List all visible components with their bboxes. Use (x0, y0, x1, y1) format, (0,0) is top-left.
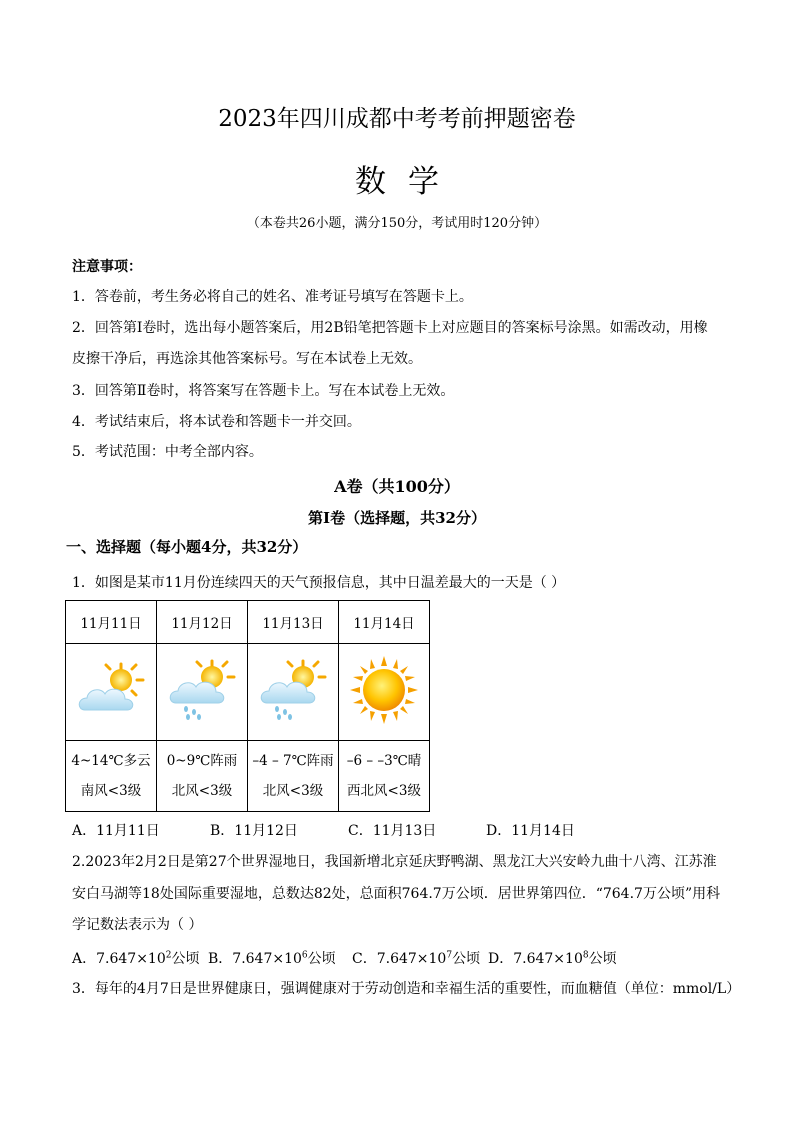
cloud-rain-icon (257, 659, 329, 721)
section-heading: 一、选择题（每小题4分，共32分） (66, 538, 308, 556)
option-unit: 公顷 (171, 951, 200, 967)
question-1-option-a[interactable]: A．11月11日 (72, 823, 160, 839)
weather-icon-cell (339, 644, 430, 741)
weather-temp: 4~14℃多云 (71, 753, 151, 769)
notice-item: 皮擦干净后，再选涂其他答案标号。写在本试卷上无效。 (72, 351, 422, 367)
weather-date: 11月11日 (66, 601, 157, 644)
option-unit: 公顷 (307, 951, 336, 967)
weather-info-cell (66, 741, 157, 812)
notice-item: 3．回答第Ⅱ卷时，将答案写在答题卡上。写在本试卷上无效。 (72, 383, 455, 399)
option-unit: 公顷 (588, 951, 617, 967)
subject-title: 数学 (355, 164, 461, 200)
option-unit: 公顷 (452, 951, 481, 967)
question-1-option-c[interactable]: C．11月13日 (348, 823, 437, 839)
part-one-heading: 第Ⅰ卷（选择题，共32分） (308, 509, 486, 527)
weather-icon-cell (157, 644, 248, 741)
option-exponent: 7 (446, 950, 453, 961)
option-exponent: 8 (582, 950, 589, 961)
weather-table (65, 600, 430, 812)
weather-date: 11月14日 (339, 601, 430, 644)
sun-icon (349, 655, 419, 725)
question-2-text: 学记数法表示为（ ） (72, 917, 203, 933)
weather-wind: 北风<3级 (171, 783, 233, 799)
weather-icon-cell (248, 644, 339, 741)
notice-item: 2．回答第Ⅰ卷时，选出每小题答案后，用2B铅笔把答题卡上对应题目的答案标号涂黑。如需改动，用橡 (72, 320, 708, 336)
question-2-option-a[interactable] (72, 948, 199, 968)
partly-cloudy-icon (75, 662, 147, 718)
exam-title: 2023年四川成都中考考前押题密卷 (218, 106, 576, 132)
notice-heading: 注意事项： (72, 259, 142, 275)
exam-note: （本卷共26小题，满分150分，考试用时120分钟） (246, 216, 548, 231)
question-1-stem: 1．如图是某市11月份连续四天的天气预报信息，其中日温差最大的一天是（ ） (72, 575, 566, 591)
weather-wind: 西北风<3级 (347, 783, 421, 799)
weather-date: 11月13日 (248, 601, 339, 644)
weather-temp: –6 – –3℃晴 (346, 753, 422, 769)
option-exponent: 2 (165, 950, 172, 961)
option-label: C．7.647×10 (352, 951, 447, 967)
question-2-text: 安白马湖等18处国际重要湿地，总数达82处，总面积764.7万公顷．居世界第四位．“764.7万公顷”用科 (72, 886, 721, 902)
weather-info-cell (248, 741, 339, 812)
option-label: D．7.647×10 (488, 951, 583, 967)
notice-item: 5．考试范围：中考全部内容。 (72, 444, 263, 460)
weather-info-cell (157, 741, 248, 812)
option-label: A．7.647×10 (72, 951, 166, 967)
weather-icon-cell (66, 644, 157, 741)
cloud-rain-icon (166, 659, 238, 721)
weather-wind: 南风<3级 (80, 783, 142, 799)
question-2-option-c[interactable] (352, 948, 480, 968)
notice-item: 4．考试结束后，将本试卷和答题卡一并交回。 (72, 414, 361, 430)
weather-wind: 北风<3级 (262, 783, 324, 799)
question-1-option-d[interactable]: D．11月14日 (486, 823, 575, 839)
notice-item: 1．答卷前，考生务必将自己的姓名、准考证号填写在答题卡上。 (72, 289, 473, 305)
question-2-option-b[interactable] (208, 948, 336, 968)
option-label: B．7.647×10 (208, 951, 302, 967)
weather-date: 11月12日 (157, 601, 248, 644)
option-exponent: 6 (301, 950, 308, 961)
weather-info-cell (339, 741, 430, 812)
question-3-stem: 3．每年的4月7日是世界健康日，强调健康对于劳动创造和幸福生活的重要性，而血糖值（单位：mmol/L） (72, 981, 741, 997)
weather-temp: 0~9℃阵雨 (166, 753, 238, 769)
volume-a-heading: A卷（共100分） (334, 477, 460, 496)
weather-temp: –4 – 7℃阵雨 (252, 753, 334, 769)
question-2-option-d[interactable] (488, 948, 617, 968)
question-2-text: 2.2023年2月2日是第27个世界湿地日，我国新增北京延庆野鸭湖、黑龙江大兴安岭九曲十八湾、江苏淮 (72, 854, 717, 870)
question-1-option-b[interactable]: B．11月12日 (210, 823, 298, 839)
